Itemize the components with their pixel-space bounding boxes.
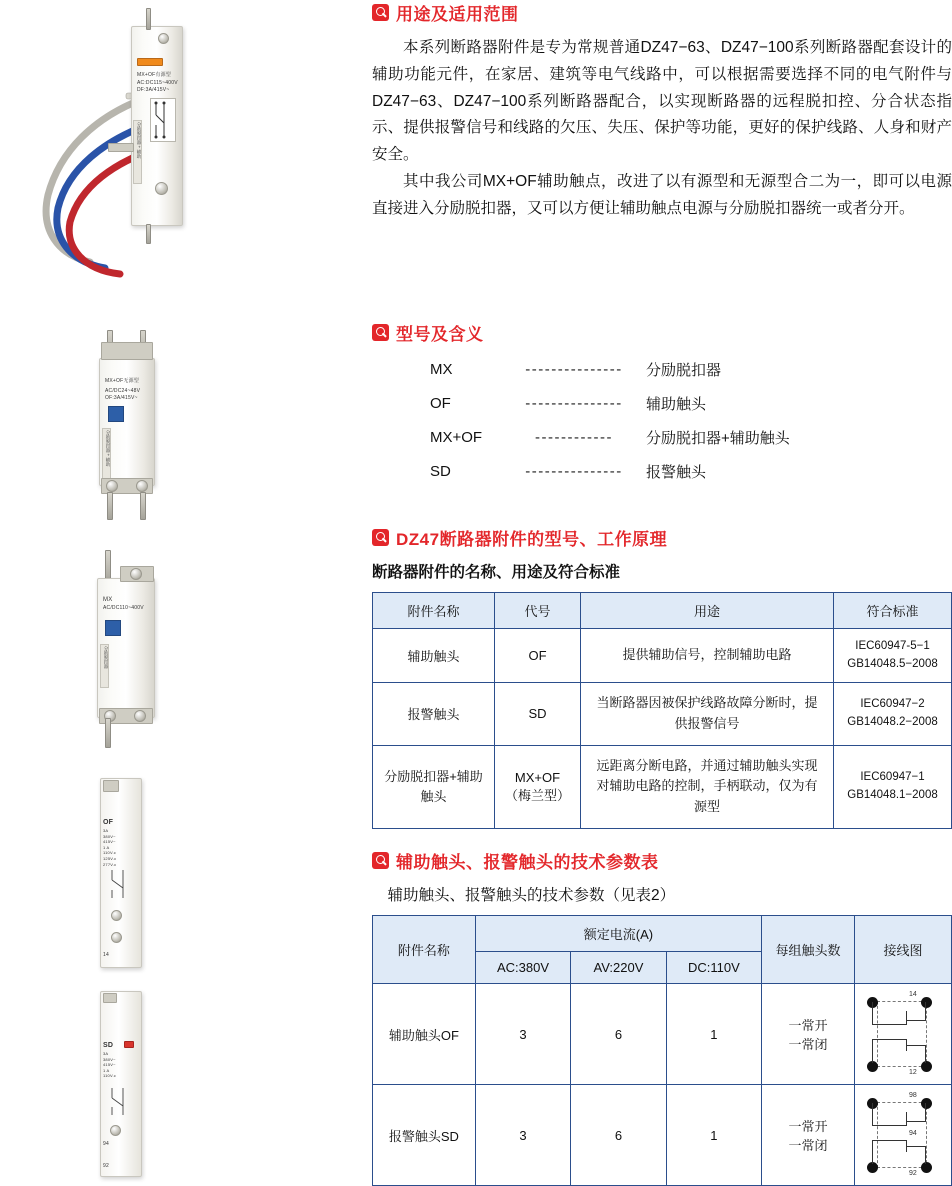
standard-line-1: IEC60947−1 (860, 770, 925, 783)
cell-contacts (762, 1085, 855, 1186)
device-pin-bottom (146, 224, 151, 244)
cell-contacts (762, 984, 855, 1085)
contacts-line-2: 一常闭 (788, 1037, 828, 1052)
contacts-line-1: 一常开 (788, 1018, 828, 1033)
cell-code: OF (495, 629, 581, 683)
code-line-2: （梅兰型） (504, 787, 570, 803)
table-row (373, 683, 952, 746)
contacts-line-1: 一常开 (788, 1119, 828, 1134)
model-name: 辅助触头 (646, 396, 707, 413)
search-icon (372, 529, 389, 546)
product-images-column (0, 0, 360, 1186)
device-label-code: SD (103, 1042, 114, 1049)
model-code: MX+OF (430, 429, 483, 446)
device-label-line3: OF:3A/415V~ (105, 395, 138, 401)
col-accessory-name: 附件名称 (373, 593, 495, 629)
model-row (430, 427, 952, 448)
diagram-label: 14 (908, 991, 917, 998)
col-wiring-diagram: 接线图 (854, 916, 951, 984)
diagram-frame (877, 1102, 927, 1168)
section-principle-title: DZ47断路器附件的型号、工作原理 (396, 530, 668, 549)
diagram-line (906, 1011, 907, 1025)
diagram-line (925, 1103, 926, 1121)
diagram-label: 92 (908, 1170, 917, 1177)
diagram-line (872, 1039, 906, 1040)
cell-accessory-name: 辅助触头OF (373, 984, 476, 1085)
diagram-line (906, 1112, 907, 1126)
diagram-line (872, 1125, 906, 1126)
table-header-row (373, 593, 952, 629)
terminal-mid (108, 143, 134, 152)
cell-wiring-diagram (854, 1085, 951, 1186)
device-side-text: 分励脱扣器+辅助 (133, 120, 142, 184)
section-parameters-header (372, 848, 952, 873)
diagram-label: 94 (908, 1130, 917, 1137)
terminal-dot (921, 1162, 932, 1173)
device-body (100, 991, 142, 1177)
blue-square-indicator (108, 406, 124, 422)
diagram-line (872, 1103, 873, 1125)
diagram-line (925, 1002, 926, 1020)
section-model-title: 型号及含义 (396, 325, 484, 344)
col-standard: 符合标准 (834, 593, 952, 629)
device-label-line1: MX+OF有源型 (137, 72, 171, 78)
section-model-meaning (372, 320, 952, 495)
search-icon (372, 852, 389, 869)
terminal-top (101, 342, 153, 360)
section-parameters-title: 辅助触头、报警触头的技术参数表 (396, 853, 659, 872)
table-row (373, 984, 952, 1085)
diagram-line (872, 1140, 873, 1164)
cell-usage: 当断路器因被保护线路故障分断时，提供报警信号 (581, 683, 834, 746)
cell-av220: 6 (571, 1085, 666, 1186)
cell-accessory-name: 报警触头 (373, 683, 495, 746)
device-label-line1: MX (103, 597, 113, 603)
diagram-line (906, 1020, 926, 1021)
standard-line-2: GB14048.5−2008 (847, 657, 938, 670)
model-dash: --------------- (525, 463, 623, 480)
section-usage (372, 0, 952, 223)
wiring-diagram-of (861, 991, 945, 1077)
device-label-ratings: 3A 380V~ 415V~ 1 A 110V.c 125V.c 277V.c (103, 828, 117, 867)
section-principle-subtitle: 断路器附件的名称、用途及符合标准 (372, 564, 621, 581)
cell-accessory-name: 报警触头SD (373, 1085, 476, 1186)
diagram-label: 12 (908, 1069, 917, 1076)
search-icon (372, 324, 389, 341)
device-label-line3: DF:3A/415V~ (137, 87, 170, 93)
device-label-code: OF (103, 819, 114, 826)
diagram-frame (877, 1001, 927, 1067)
diagram-line (872, 1140, 906, 1141)
model-dash: --------------- (525, 395, 623, 412)
cell-usage: 远距离分断电路，并通过辅助触头实现对辅助电路的控制，手柄联动，仅为有源型 (581, 745, 834, 828)
product-image-of-auxiliary-contact (0, 770, 360, 980)
product-image-sd-alarm-contact (0, 985, 360, 1185)
device-label-line2: AC/DC24~48V (105, 388, 141, 394)
device-side-text: 分励脱扣器 (100, 644, 109, 688)
table-row (373, 745, 952, 828)
cell-usage: 提供辅助信号，控制辅助电路 (581, 629, 834, 683)
model-name: 分励脱扣器+辅助触头 (646, 430, 790, 447)
device-pin-top (146, 8, 151, 30)
accessory-standards-table (372, 592, 952, 829)
orange-indicator (137, 58, 163, 66)
col-code: 代号 (495, 593, 581, 629)
cell-accessory-name: 辅助触头 (373, 629, 495, 683)
red-indicator (124, 1041, 134, 1048)
device-label-ratings: 3A 380V~ 415V~ 1 A 110V.c (103, 1051, 116, 1079)
usage-paragraph-1: 本系列断路器附件是专为常规普通DZ47−63、DZ47−100系列断路器配套设计的辅助功能元件，在家居、建筑等电气线路中，可以根据需要选择不同的电气附件与DZ47−63、DZ47−100系列断路器配合，以实现断路器的远程脱扣控、分合状态指示、提供报警信号和线路的欠压、失压、保护等功能，更好的保护线路、人身和财产安全。 (372, 39, 952, 164)
cell-dc110: 1 (666, 984, 761, 1085)
section-usage-body (372, 35, 952, 223)
technical-parameters-table (372, 915, 952, 1186)
product-image-mx-of-live-type (0, 0, 360, 300)
section-parameters-subtitle: 辅助触头、报警触头的技术参数（见表2） (387, 887, 676, 904)
diagram-line (872, 1039, 873, 1063)
screw-bottom-right (136, 480, 148, 492)
cell-standard (834, 745, 952, 828)
section-parameters (372, 848, 952, 1186)
cell-dc110: 1 (666, 1085, 761, 1186)
model-name: 分励脱扣器 (646, 362, 722, 379)
device-side-text: 分励脱扣器+辅助 (102, 428, 111, 480)
model-dash: --------------- (525, 361, 623, 378)
col-av220: AV:220V (571, 952, 666, 984)
model-code: OF (430, 395, 451, 412)
contact-symbol (106, 1085, 136, 1119)
screw-low (111, 932, 122, 943)
product-image-mx-of-passive-type (0, 316, 360, 516)
terminal-top (103, 780, 119, 792)
model-meaning-list (430, 359, 952, 482)
col-dc110: DC:110V (666, 952, 761, 984)
diagram-line (906, 1121, 926, 1122)
section-principle (372, 525, 952, 829)
diagram-line (906, 1045, 926, 1046)
device-pin-bottom-right (140, 492, 146, 520)
screw-mid (110, 1125, 121, 1136)
model-code: MX (430, 361, 453, 378)
terminal-dot (921, 997, 932, 1008)
diagram-line (872, 1002, 873, 1024)
circuit-symbol (151, 99, 175, 141)
wiring-diagram-sd (861, 1092, 945, 1178)
cell-wiring-diagram (854, 984, 951, 1085)
content-column (372, 0, 952, 1186)
terminal-dot (921, 1098, 932, 1109)
cell-ac380: 3 (475, 1085, 570, 1186)
table-row (373, 1085, 952, 1186)
diagram-line (872, 1024, 906, 1025)
standard-line-2: GB14048.1−2008 (847, 788, 938, 801)
cell-code: SD (495, 683, 581, 746)
col-ac380: AC:380V (475, 952, 570, 984)
usage-paragraph-2: 其中我公司MX+OF辅助触点，改进了以有源型和无源型合二为一，即可以电源直接进入分励脱扣器，又可以方便让辅助触点电源与分励脱扣器统一或者分开。 (372, 173, 952, 217)
search-icon (372, 4, 389, 21)
col-rated-current-group: 额定电流(A) (475, 916, 761, 952)
screw-mid (111, 910, 122, 921)
diagram-label: 98 (908, 1092, 917, 1099)
standard-line-1: IEC60947−2 (860, 697, 925, 710)
code-line-1: MX+OF (514, 769, 561, 785)
contacts-line-2: 一常闭 (788, 1138, 828, 1153)
diagram-line (925, 1146, 926, 1164)
device-label-terminal-94: 94 (103, 1141, 109, 1147)
cell-code (495, 745, 581, 828)
model-row (430, 393, 952, 414)
col-contacts-per-group: 每组触头数 (762, 916, 855, 984)
screw-top (158, 33, 169, 44)
device-label-line2: AC/DC110~400V (103, 605, 144, 611)
model-code: SD (430, 463, 451, 480)
device-label-terminal: 14 (103, 952, 109, 958)
model-dash: ------------ (535, 429, 613, 446)
section-usage-header (372, 0, 952, 25)
device-label-line1: MX+OF无源型 (105, 378, 139, 384)
product-image-mx-shunt-release (0, 540, 360, 760)
device-label-line2: AC:DC115~400V (137, 80, 178, 86)
diagram-line (906, 1146, 926, 1147)
cell-standard (834, 683, 952, 746)
table-row (373, 629, 952, 683)
screw-bottom-left (106, 480, 118, 492)
standard-line-1: IEC60947-5−1 (855, 639, 930, 652)
terminal-top (103, 993, 117, 1003)
screw-bottom-right (134, 710, 146, 722)
model-row (430, 461, 952, 482)
contact-symbol (106, 866, 136, 902)
device-label-terminal-92: 92 (103, 1163, 109, 1169)
device-pin-bottom-left (107, 492, 113, 520)
col-accessory-name: 附件名称 (373, 916, 476, 984)
cell-av220: 6 (571, 984, 666, 1085)
model-row (430, 359, 952, 380)
screw-top (130, 568, 142, 580)
diagram-line (925, 1045, 926, 1063)
section-usage-title: 用途及适用范围 (396, 5, 519, 24)
table-header-row-1 (373, 916, 952, 952)
section-model-header (372, 320, 952, 345)
cell-standard (834, 629, 952, 683)
terminal-dot (921, 1061, 932, 1072)
standard-line-2: GB14048.2−2008 (847, 715, 938, 728)
model-name: 报警触头 (646, 464, 707, 481)
cell-accessory-name: 分励脱扣器+辅助触头 (373, 745, 495, 828)
section-principle-header (372, 525, 952, 550)
cell-ac380: 3 (475, 984, 570, 1085)
blue-square-indicator (105, 620, 121, 636)
device-pin-bottom (105, 718, 111, 748)
screw-bottom (155, 182, 168, 195)
col-usage: 用途 (581, 593, 834, 629)
